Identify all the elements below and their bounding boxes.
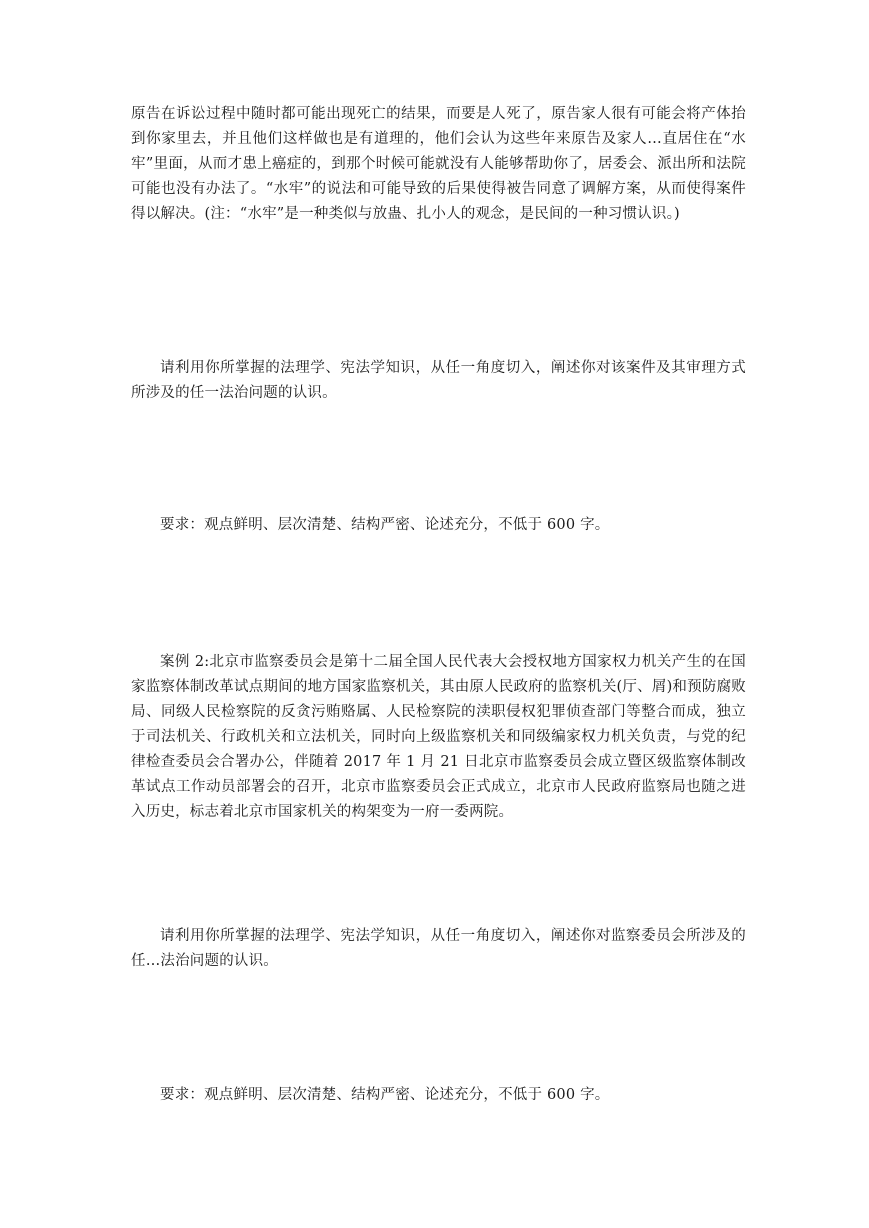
case1-question-paragraph: 请利用你所掌握的法理学、宪法学知识，从任一角度切入，阐述你对该案件及其审理方式所涉及的任一法治问题的认识。 [131, 360, 746, 401]
case2-narrative-paragraph: 案例 2:北京市监察委员会是第十二届全国人民代表大会授权地方国家权力机关产生的在国家监察体制改革试点期间的地方国家监察机关，其由原人民政府的监察机关(厅、屑)和预防腐败局、同级人民检察院的反贪污贿赂属、人民检察院的渎职侵权犯罪侦查部门等整合而成，独立于司法机关、行政机关和立法机关，同时向上级监察机关和同级编家权力机关负责，与党的纪律检查委员会合署办公，伴随着 2017 年 1 月 21 日北京市监察委员会成立暨区级监察体制改革试点工作动员部署会的召开，北京市监察委员会正式成立，北京市人民政府监察局也随之进入历史，标志着北京市国家机关的构架变为一府一委两院。 [131, 654, 746, 820]
case1-narrative-paragraph: 原告在诉讼过程中随时都可能出现死亡的结果，而要是人死了，原告家人很有可能会将产体抬到你家里去，并且他们这样做也是有道理的，他们会认为这些年来原告及家人…直居住在“水牢”里面，从而才患上癌症的，到那个时候可能就没有人能够帮助你了，居委会、派出所和法院可能也没有办法了。“水牢”的说法和可能导致的后果使得被告同意了调解方案，从而使得案件得以解决。(注：“水牢”是一种类似与放蛊、扎小人的观念，是民间的一种习惯认识。) [131, 106, 746, 222]
case1-requirement-paragraph: 要求：观点鲜明、层次清楚、结构严密、论述充分，不低于 600 字。 [160, 517, 610, 533]
case2-question-paragraph: 请利用你所掌握的法理学、宪法学知识，从任一角度切入，阐述你对监察委员会所涉及的任…法治问题的认识。 [131, 928, 746, 969]
case2-requirement-paragraph: 要求：观点鲜明、层次清楚、结构严密、论述充分，不低于 600 字。 [160, 1087, 610, 1103]
